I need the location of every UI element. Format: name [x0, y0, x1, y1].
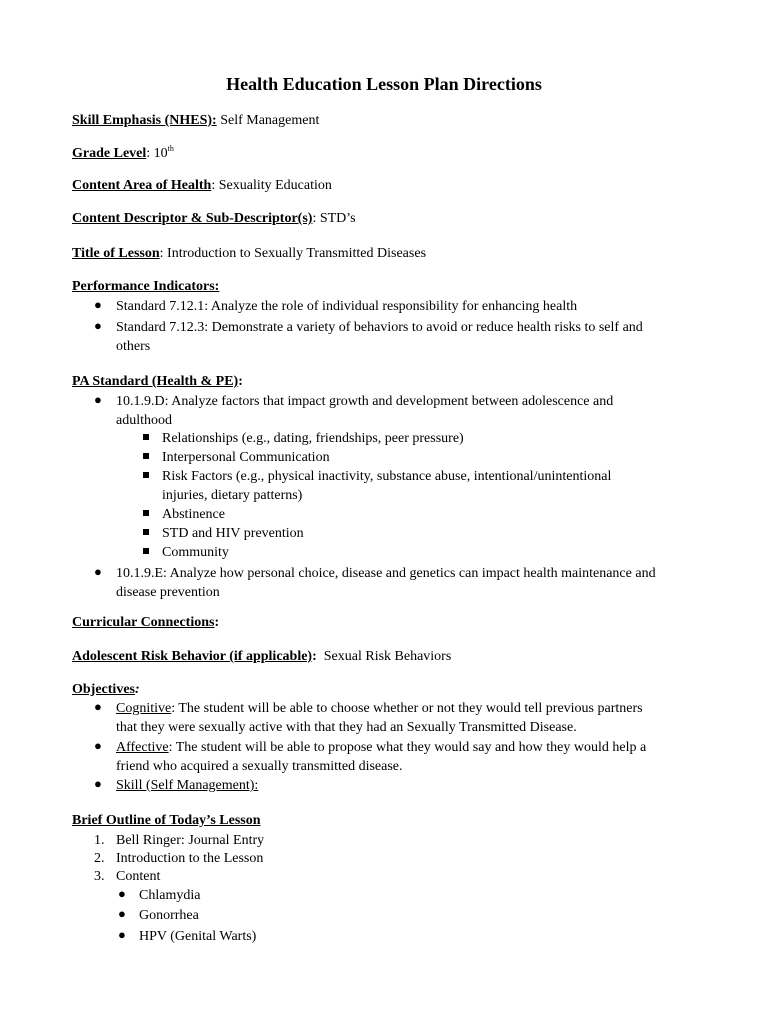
performance-indicator-item-cont: others — [116, 339, 151, 354]
pa-standard-item-cont: adulthood — [116, 413, 172, 428]
content-item: Chlamydia — [139, 888, 201, 903]
content-descriptor-colon: : — [312, 211, 317, 226]
outline-item: Bell Ringer: Journal Entry — [116, 833, 265, 848]
outline-number: 1. — [94, 833, 105, 848]
cognitive-label: Cognitive — [116, 701, 172, 716]
cognitive-text: : The student will be able to choose whether or not they would tell previous partners — [171, 701, 643, 716]
bullet-icon: ● — [94, 392, 102, 407]
objectives-label: Objectives — [72, 682, 135, 697]
skill-label: Skill (Self Management): — [116, 778, 259, 793]
pa-sub-item: Abstinence — [162, 507, 225, 522]
content-descriptor-field — [72, 211, 356, 227]
outline-item: Introduction to the Lesson — [116, 851, 264, 866]
square-bullet-icon — [143, 529, 149, 535]
outline-item: Content — [116, 869, 161, 884]
adolescent-risk-colon: : — [312, 649, 317, 664]
content-item: Gonorrhea — [139, 908, 199, 923]
outline-number: 2. — [94, 851, 105, 866]
pa-standard-item-cont: disease prevention — [116, 585, 220, 600]
lesson-title-label: Title of Lesson — [72, 246, 160, 261]
grade-level-label: Grade Level — [72, 146, 147, 161]
objective-affective — [116, 738, 646, 757]
lesson-title-value: Introduction to Sexually Transmitted Diseases — [167, 246, 427, 261]
objective-cognitive — [116, 699, 643, 718]
grade-level-suffix: th — [167, 144, 174, 153]
skill-emphasis-value: Self Management — [220, 113, 320, 128]
bullet-icon: ● — [118, 886, 126, 901]
outline-label: Brief Outline of Today’s Lesson — [72, 813, 261, 828]
objective-affective-cont: friend who acquired a sexually transmitted disease. — [116, 759, 403, 774]
objectives-colon: : — [134, 682, 140, 697]
grade-level-field — [72, 146, 174, 162]
bullet-icon: ● — [94, 564, 102, 579]
performance-indicators-heading — [72, 279, 219, 295]
adolescent-risk-field — [72, 649, 451, 665]
lesson-title-colon: : — [159, 246, 164, 261]
skill-emphasis-label: Skill Emphasis (NHES): — [72, 113, 217, 128]
content-descriptor-value: STD’s — [319, 211, 356, 226]
objective-cognitive-cont: that they were sexually active with that they had an Sexually Transmitted Disease. — [116, 720, 577, 735]
square-bullet-icon — [143, 548, 149, 554]
content-area-label: Content Area of Health — [72, 178, 212, 193]
content-area-value: Sexuality Education — [218, 178, 332, 193]
curricular-connections-field — [72, 615, 219, 631]
square-bullet-icon — [143, 434, 149, 440]
content-area-field — [72, 178, 332, 194]
adolescent-risk-label: Adolescent Risk Behavior (if applicable) — [72, 649, 313, 664]
document-title: Health Education Lesson Plan Directions — [226, 74, 542, 94]
square-bullet-icon — [143, 453, 149, 459]
pa-sub-item: STD and HIV prevention — [162, 526, 304, 541]
bullet-icon: ● — [94, 776, 102, 791]
grade-level-colon: : — [146, 146, 151, 161]
grade-level-value: 10 — [153, 146, 168, 161]
bullet-icon: ● — [118, 906, 126, 921]
pa-standard-label: PA Standard (Health & PE) — [72, 374, 239, 389]
bullet-icon: ● — [94, 318, 102, 333]
objective-skill — [116, 776, 258, 795]
square-bullet-icon — [143, 510, 149, 516]
performance-indicator-item: Standard 7.12.3: Demonstrate a variety of behaviors to avoid or reduce health risks to self and — [116, 320, 643, 335]
curricular-connections-label: Curricular Connections — [72, 615, 215, 630]
lesson-title-field — [72, 246, 426, 262]
bullet-icon: ● — [94, 297, 102, 312]
pa-standard-item: 10.1.9.E: Analyze how personal choice, disease and genetics can impact health maintenance and — [116, 566, 656, 581]
pa-standard-heading — [72, 374, 243, 390]
skill-emphasis-field — [72, 113, 319, 129]
performance-indicator-item: Standard 7.12.1: Analyze the role of individual responsibility for enhancing health — [116, 299, 578, 314]
performance-indicators-label: Performance Indicators: — [72, 279, 220, 294]
pa-standard-item: 10.1.9.D: Analyze factors that impact growth and development between adolescence and — [116, 394, 614, 409]
pa-sub-item: Risk Factors (e.g., physical inactivity, substance abuse, intentional/unintentional — [162, 469, 612, 484]
pa-sub-item-cont: injuries, dietary patterns) — [162, 488, 303, 503]
pa-sub-item: Interpersonal Communication — [162, 450, 330, 465]
bullet-icon: ● — [118, 927, 126, 942]
content-item: HPV (Genital Warts) — [139, 929, 257, 944]
outline-number: 3. — [94, 869, 105, 884]
outline-heading — [72, 813, 261, 829]
square-bullet-icon — [143, 472, 149, 478]
pa-sub-item: Community — [162, 545, 229, 560]
affective-text: : The student will be able to propose what they would say and how they would help a — [168, 740, 647, 755]
curricular-connections-colon: : — [214, 615, 220, 630]
objectives-heading — [72, 682, 140, 698]
pa-standard-colon: : — [238, 374, 243, 389]
bullet-icon: ● — [94, 699, 102, 714]
content-area-colon: : — [211, 178, 216, 193]
affective-label: Affective — [116, 740, 169, 755]
content-descriptor-label: Content Descriptor & Sub-Descriptor(s) — [72, 211, 313, 226]
bullet-icon: ● — [94, 738, 102, 753]
adolescent-risk-value: Sexual Risk Behaviors — [323, 649, 452, 664]
pa-sub-item: Relationships (e.g., dating, friendships, peer pressure) — [162, 431, 464, 446]
